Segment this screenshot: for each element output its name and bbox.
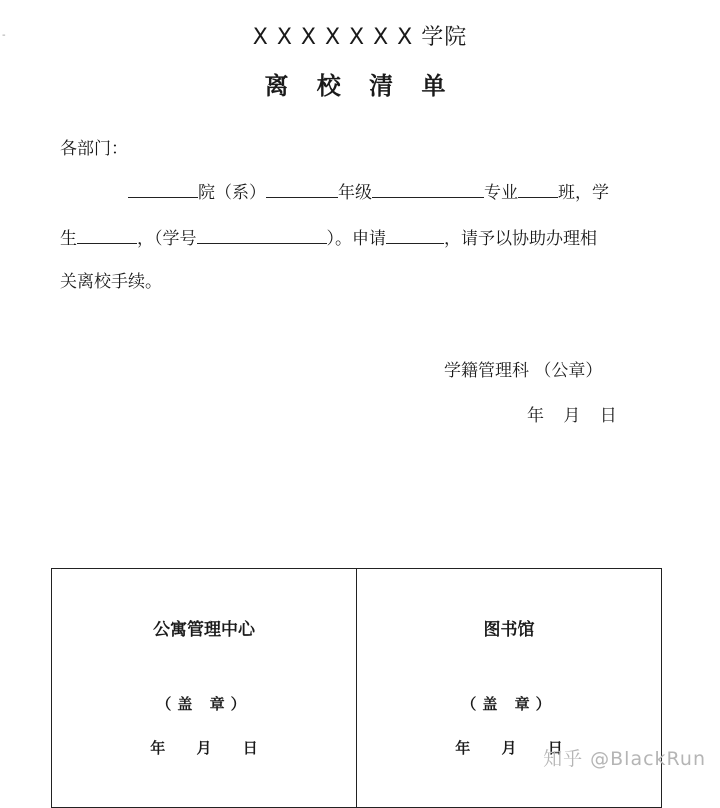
text-grade: 年级 [338, 183, 372, 203]
dept-name: 公寓管理中心 [153, 620, 255, 640]
dept-cell-library [356, 569, 661, 807]
document-subtitle: 离 校 清 单 [264, 72, 456, 100]
blank-reason [386, 225, 444, 244]
seal-label: （盖 章） [156, 695, 252, 713]
signature-date: 年 月 日 [527, 406, 617, 426]
text-student-id: ，（学号 [137, 229, 197, 249]
blank-college [128, 179, 198, 198]
seal-label: （盖 章） [461, 695, 557, 713]
document-title: X X X X X X X 学院 [252, 25, 468, 50]
dept-date: 年 月 日 [150, 739, 258, 757]
blank-student-id [197, 225, 327, 244]
salutation: 各部门： [60, 139, 128, 159]
text-request: ，请予以协助办理相 [444, 229, 597, 249]
blank-grade [266, 179, 338, 198]
text-college: 院（系） [198, 183, 266, 203]
signature-office: 学籍管理科 （公章） [444, 361, 603, 381]
text-student: 生 [60, 229, 77, 249]
body-line-3: 关离校手续。 [60, 272, 162, 292]
dept-date: 年 月 日 [455, 739, 563, 757]
dept-cell-apartment [52, 569, 356, 807]
watermark: 知乎 @BlackRun [543, 748, 706, 770]
dept-name: 图书馆 [483, 620, 535, 640]
margin-mark: - [2, 30, 6, 41]
clearance-table [51, 568, 662, 808]
text-apply: ）。申请 [326, 229, 386, 249]
blank-class [518, 179, 558, 198]
text-major: 专业 [484, 183, 518, 203]
blank-major [372, 179, 484, 198]
body-line-2 [60, 224, 597, 249]
text-class: 班，学 [558, 183, 609, 203]
body-line-1 [128, 178, 609, 203]
blank-student-name [77, 225, 137, 244]
